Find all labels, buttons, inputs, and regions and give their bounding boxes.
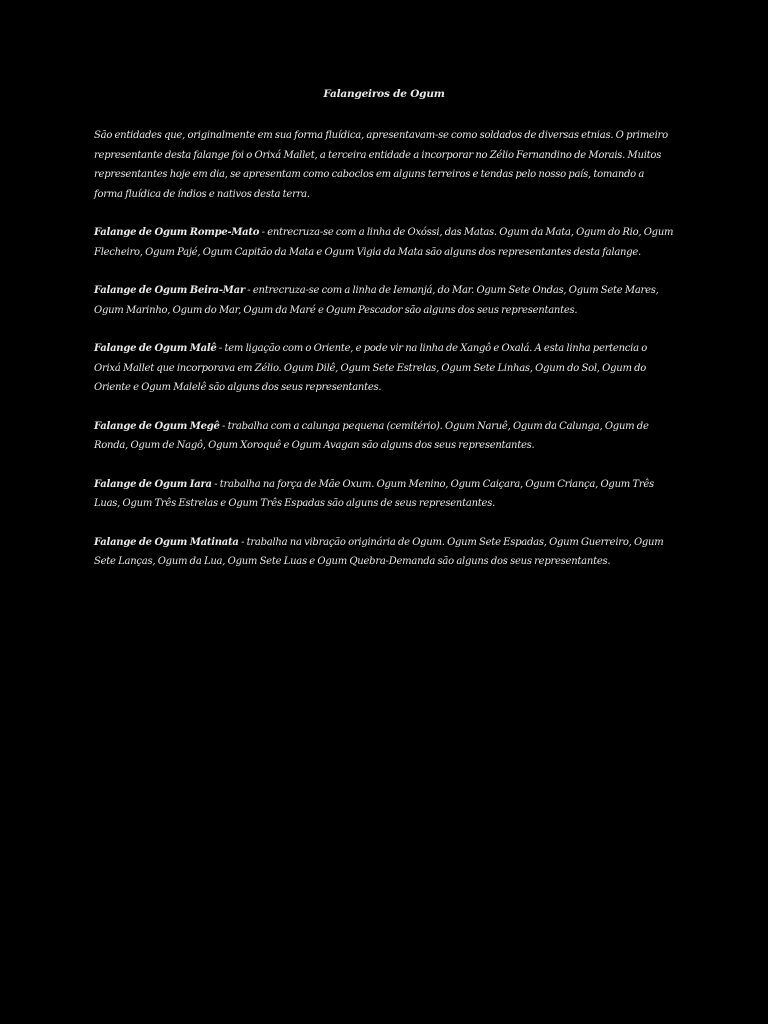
falange-paragraph-iara xyxy=(94,475,674,514)
falange-paragraph-male xyxy=(94,339,674,398)
falange-name: Falange de Ogum Malê xyxy=(94,343,217,354)
falange-name: Falange de Ogum Rompe-Mato xyxy=(94,227,260,238)
falange-paragraph-rompe-mato xyxy=(94,223,674,262)
falange-description: - entrecruza-se com a linha de Iemanjá, do Mar. Ogum Sete Ondas, Ogum Sete Mares, Ogum Marinho, Ogum do Mar, Ogum da Maré e Ogum Pescador são alguns dos seus representantes. xyxy=(94,285,659,316)
document-page xyxy=(94,88,674,591)
falange-paragraph-matinata xyxy=(94,533,674,572)
falange-name: Falange de Ogum Megê xyxy=(94,420,220,432)
falange-description: - tem ligação com o Oriente, e pode vir na linha de Xangô e Oxalá. A esta linha pertencia o Orixá Mallet que incorporava em Zélio. Ogum Dilê, Ogum Sete Estrelas, Ogum Sete Linhas, Ogum do Sol, Ogum do Oriente e Ogum Malelê são alguns dos seus representantes. xyxy=(94,343,647,393)
falange-name: Falange de Ogum Iara xyxy=(94,478,212,490)
falange-description: - trabalha com a calunga pequena (cemitério). Ogum Naruê, Ogum da Calunga, Ogum de Ronda, Ogum de Nagô, Ogum Xoroquê e Ogum Avagan são alguns dos seus representantes. xyxy=(94,420,649,451)
falange-description: - trabalha na força de Mãe Oxum. Ogum Menino, Ogum Caiçara, Ogum Criança, Ogum Três Luas, Ogum Três Estrelas e Ogum Três Espadas são alguns de seus representantes. xyxy=(94,478,654,509)
intro-paragraph: São entidades que, originalmente em sua forma fluídica, apresentavam-se como soldados de diversas etnias. O primeiro representante desta falange foi o Orixá Mallet, a terceira entidade a incorporar no Zélio Fernandino de Morais. Muitos representantes hoje em dia, se apresentam como caboclos em alguns terreiros e tendas pelo nosso país, tomando a forma fluídica de índios e nativos desta terra. xyxy=(94,130,668,200)
falange-name: Falange de Ogum Matinata xyxy=(94,536,239,548)
falange-description: - trabalha na vibração originária de Ogum. Ogum Sete Espadas, Ogum Guerreiro, Ogum Sete Lanças, Ogum da Lua, Ogum Sete Luas e Ogum Quebra-Demanda são alguns dos seus representantes. xyxy=(94,536,664,567)
falange-name: Falange de Ogum Beira-Mar xyxy=(94,285,245,296)
document-title: Falangeiros de Ogum xyxy=(323,88,445,100)
falange-paragraph-mege xyxy=(94,417,674,456)
falange-description: - entrecruza-se com a linha de Oxóssi, das Matas. Ogum da Mata, Ogum do Rio, Ogum Flecheiro, Ogum Pajé, Ogum Capitão da Mata e Ogum Vigia da Mata são alguns dos representantes desta falange. xyxy=(94,227,674,258)
falange-paragraph-beira-mar xyxy=(94,281,674,320)
